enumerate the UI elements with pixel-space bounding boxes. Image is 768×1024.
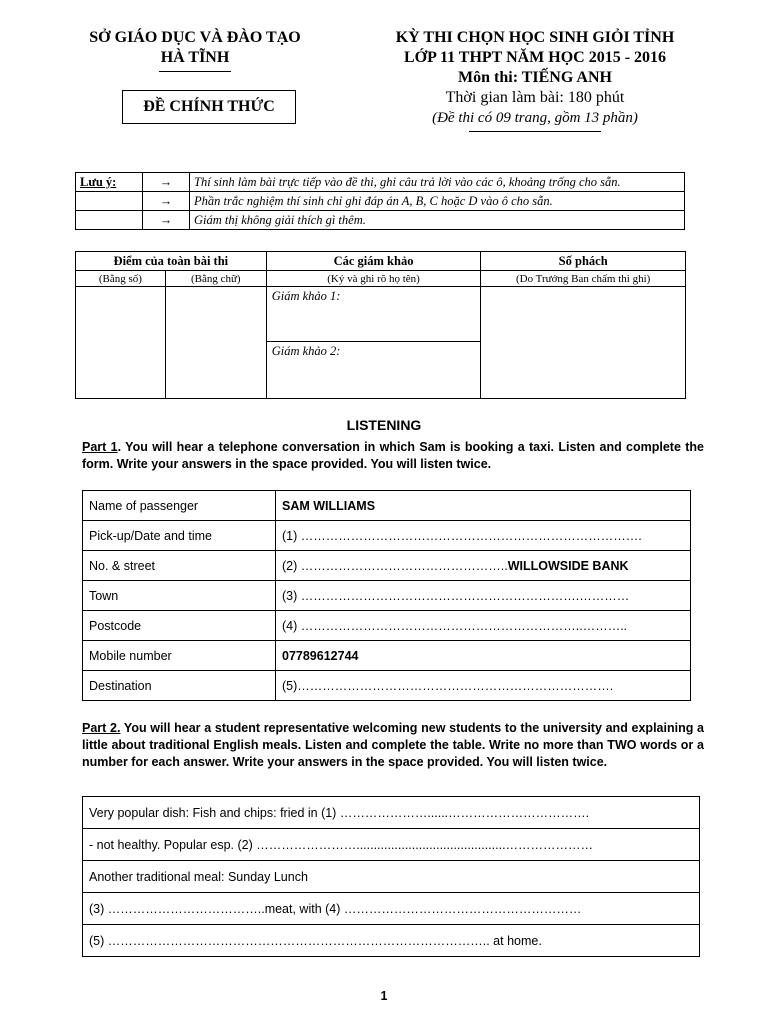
form-key: Postcode — [83, 611, 276, 641]
note-row — [76, 192, 685, 211]
page-number: 1 — [380, 989, 388, 1003]
part1-text: . You will hear a telephone conversation in which Sam is booking a taxi. Listen and complete the form. Write your answers in the space provided. You will listen twice. — [82, 440, 704, 471]
form-key: Name of passenger — [83, 491, 276, 521]
duration-value: 180 phút — [567, 89, 625, 106]
answer-blank: (2) ………………………………………….. — [282, 558, 508, 573]
form-key: Pick-up/Date and time — [83, 521, 276, 551]
score-number-cell[interactable] — [76, 287, 166, 399]
score-words-sub: (Bằng chữ) — [165, 271, 266, 287]
note-row — [76, 173, 685, 192]
form-key: Destination — [83, 671, 276, 701]
note-item: Phần trắc nghiệm thí sinh chỉ ghi đáp án A, B, C hoặc D vào ô cho sẵn. — [190, 192, 685, 211]
table-row — [83, 829, 700, 861]
table-row — [83, 925, 700, 957]
table-row — [83, 797, 700, 829]
exam-duration — [365, 88, 705, 108]
section-title: LISTENING — [346, 417, 422, 433]
table-row — [83, 611, 691, 641]
table-row — [83, 641, 691, 671]
answer-field-3[interactable]: (3) ………………………………………………………….………… — [276, 581, 691, 611]
official-exam-box: ĐỀ CHÍNH THỨC — [122, 90, 296, 124]
examiners-header: Các giám khảo — [266, 252, 481, 271]
part2-text: You will hear a student representative welcoming new students to the university and explaining a little about traditional English meals. Listen and complete the table. Write no more than TWO words or a number for each answer. Write your answers in the space provided. You will listen twice. — [82, 721, 704, 769]
table-row — [83, 581, 691, 611]
note-label-empty — [76, 211, 143, 230]
form-value: SAM WILLIAMS — [276, 491, 691, 521]
table-row — [83, 861, 700, 893]
form-key: Mobile number — [83, 641, 276, 671]
street-name: WILLOWSIDE BANK — [507, 558, 629, 573]
note-row — [76, 211, 685, 230]
header-underline — [159, 71, 231, 72]
note-label: Lưu ý: — [76, 173, 143, 192]
score-number-sub: (Bằng số) — [76, 271, 166, 287]
part1-form — [82, 490, 691, 701]
arrow-icon: → — [143, 192, 190, 211]
info-line: Another traditional meal: Sunday Lunch — [83, 861, 700, 893]
arrow-icon: → — [143, 173, 190, 192]
form-value: 07789612744 — [276, 641, 691, 671]
table-row — [83, 491, 691, 521]
table-row — [83, 671, 691, 701]
arrow-icon: → — [143, 211, 190, 230]
exam-subject: Môn thi: TIẾNG ANH — [458, 69, 612, 86]
answer-field-1[interactable]: (1) ………………………………………………………………………. — [276, 521, 691, 551]
part2-label: Part 2. — [82, 721, 121, 735]
duration-label: Thời gian làm bài: — [445, 89, 564, 106]
table-row — [83, 551, 691, 581]
examiner1-cell[interactable]: Giám khảo 1: — [266, 287, 481, 342]
part1-instructions — [82, 439, 704, 473]
exam-title: KỲ THI CHỌN HỌC SINH GIỎI TỈNH — [395, 29, 675, 46]
answer-line[interactable]: (3) ………………………………..meat, with (4) ………………………………………………… — [83, 893, 700, 925]
pages-note: (Đề thi có 09 trang, gồm 13 phần) — [432, 110, 638, 126]
note-item: Giám thị không giải thích gì thêm. — [190, 211, 685, 230]
score-words-cell[interactable] — [165, 287, 266, 399]
examiner2-cell[interactable]: Giám khảo 2: — [266, 342, 481, 399]
form-key: No. & street — [83, 551, 276, 581]
code-header: Số phách — [481, 252, 686, 271]
code-cell[interactable] — [481, 287, 686, 399]
department-name: SỞ GIÁO DỤC VÀ ĐÀO TẠO — [89, 29, 301, 46]
exam-grade-year: LỚP 11 THPT NĂM HỌC 2015 - 2016 — [403, 49, 667, 66]
total-score-header: Điểm của toàn bài thi — [76, 252, 267, 271]
answer-line[interactable]: - not healthy. Popular esp. (2) ……………………...........................................………………… — [83, 829, 700, 861]
header-underline-right — [469, 131, 601, 132]
part2-form — [82, 796, 700, 957]
department-header — [70, 28, 320, 72]
note-table — [75, 172, 685, 230]
answer-field-2[interactable] — [276, 551, 691, 581]
note-label-empty — [76, 192, 143, 211]
province-name: HÀ TĨNH — [160, 49, 230, 66]
part1-label: Part 1 — [82, 440, 118, 454]
answer-field-4[interactable]: (4) …………………………………………………………..……….. — [276, 611, 691, 641]
note-item: Thí sinh làm bài trực tiếp vào đề thi, ghi câu trả lời vào các ô, khoảng trống cho sẵn. — [190, 173, 685, 192]
answer-line[interactable]: (5) ……………………………………………………………………………….. at home. — [83, 925, 700, 957]
answer-field-5[interactable]: (5)…………………………………………………………………. — [276, 671, 691, 701]
table-row — [83, 521, 691, 551]
table-row — [83, 893, 700, 925]
part2-instructions — [82, 720, 704, 771]
code-sub: (Do Trưởng Ban chấm thi ghi) — [481, 271, 686, 287]
examiners-sub: (Ký và ghi rõ họ tên) — [266, 271, 481, 287]
exam-header — [365, 28, 705, 132]
form-key: Town — [83, 581, 276, 611]
answer-line[interactable]: Very popular dish: Fish and chips: fried in (1) …………………......……………………………. — [83, 797, 700, 829]
score-table — [75, 251, 686, 399]
